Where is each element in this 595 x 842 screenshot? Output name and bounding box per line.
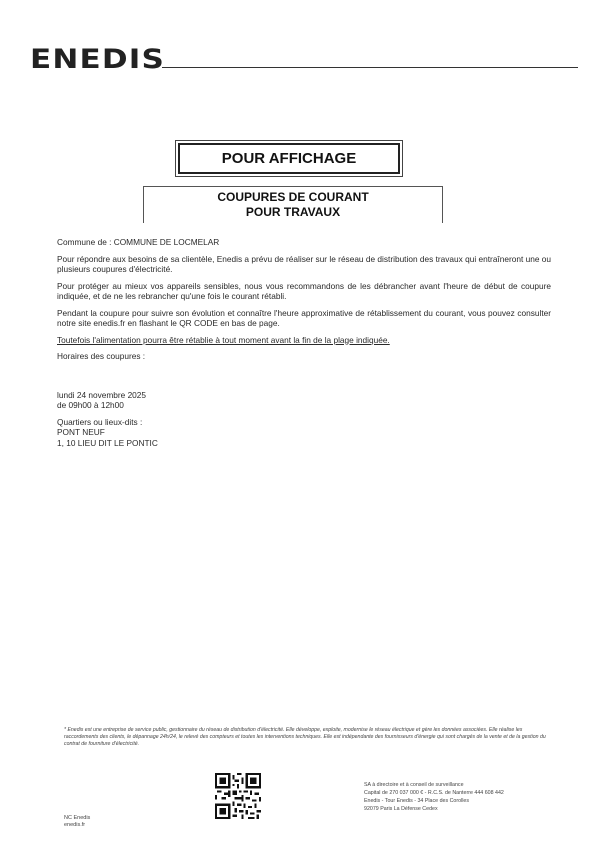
places-label: Quartiers ou lieux-dits : (57, 416, 143, 427)
place-item: PONT NEUF (57, 427, 105, 437)
notice-title-line1: COUPURES DE COURANT (217, 190, 369, 204)
footnote: * Enedis est une entreprise de service public, gestionnaire du réseau de distribution d'électricité. Elle développe, exploite, modernise le réseau électrique et gère les données associées. Elle réalise les raccordements des clients, le dépannage 24h/24, le relevé des compteurs et toutes les interventions techniques. Elle est indépendante des fournisseurs d'énergie qui sont chargés de la vente et de la gestion du contrat de fourniture d'électricité. (64, 727, 546, 747)
warning-line: Toutefois l'alimentation pourra être rétablie à tout moment avant la fin de la plage indiquée. (57, 334, 390, 345)
footer-left (64, 815, 90, 829)
company-info-line: SA à directoire et à conseil de surveillance (364, 782, 464, 788)
display-label-text: POUR AFFICHAGE (221, 150, 357, 167)
footer-company-info (364, 781, 564, 813)
company-info-line: Enedis - Tour Enedis - 34 Place des Corolles (364, 798, 470, 804)
cut-time-range: de 09h00 à 12h00 (57, 400, 124, 410)
paragraph-intro: Pour répondre aux besoins de sa clientèle, Enedis a prévu de réaliser sur le réseau de distribution des travaux qui entraîneront une ou plusieurs coupures d'électricité. (57, 253, 551, 274)
place-item: 1, 10 LIEU DIT LE PONTIC (57, 437, 158, 448)
cut-date: lundi 24 novembre 2025 (57, 389, 147, 400)
company-info-line: 92079 Paris La Défense Cedex (364, 806, 438, 812)
enedis-logo: ENEDIS (30, 44, 165, 75)
notice-title-line2: POUR TRAVAUX (245, 205, 341, 219)
qr-code-icon[interactable] (215, 773, 261, 819)
notice-title-box (143, 186, 443, 223)
footer-left-link[interactable]: enedis.fr (64, 822, 86, 828)
display-label (178, 143, 400, 174)
hours-label: Horaires des coupures : (57, 351, 146, 361)
paragraph-protect: Pour protéger au mieux vos appareils sensibles, nous vous recommandons de les débrancher avant l'heure de début de coupure indiquée, et de ne les rebrancher qu'une fois le courant rétabli. (57, 280, 551, 301)
paragraph-follow: Pendant la coupure pour suivre son évolution et connaître l'heure approximative de rétablissement du courant, vous pouvez consulter notre site enedis.fr en flashant le QR CODE en bas de page. (57, 307, 551, 328)
company-info-line: Capital de 270 037 000 € - R.C.S. de Nanterre 444 608 442 (364, 790, 504, 796)
header-rule (162, 67, 578, 68)
notice-body (57, 237, 551, 448)
commune-line: Commune de : COMMUNE DE LOCMELAR (57, 237, 220, 247)
footer-left-line1: NC Enedis (64, 815, 91, 821)
